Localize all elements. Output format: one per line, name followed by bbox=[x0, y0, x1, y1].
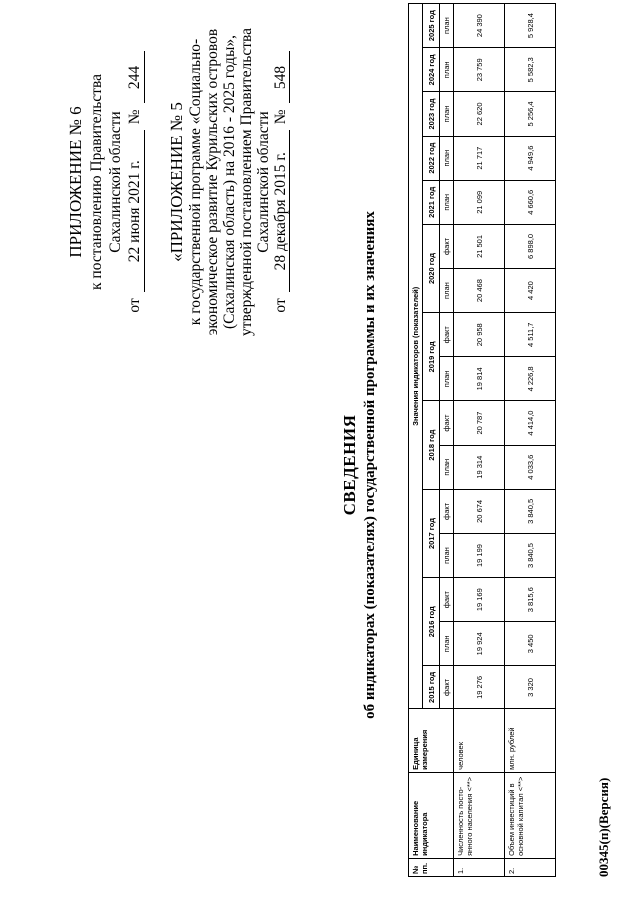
header-year: 2019 год bbox=[423, 313, 440, 401]
header-year: 2024 год bbox=[423, 48, 440, 92]
header-sub: план bbox=[440, 445, 454, 489]
value-cell: 3 840,5 bbox=[505, 489, 556, 533]
row-no: 2. bbox=[505, 858, 556, 876]
value-cell: 20 787 bbox=[454, 401, 505, 445]
header-year: 2020 год bbox=[423, 224, 440, 312]
value-cell: 20 468 bbox=[454, 269, 505, 313]
header-sub: факт bbox=[440, 313, 454, 357]
table-row bbox=[454, 4, 505, 877]
appendix-5-line4: утвержденной постановлением Правительства bbox=[238, 28, 255, 336]
value-cell: 19 314 bbox=[454, 445, 505, 489]
header-sub: план bbox=[440, 48, 454, 92]
heading-title: СВЕДЕНИЯ bbox=[340, 414, 359, 516]
header-unit: Единица измерения bbox=[409, 709, 454, 772]
header-sub: план bbox=[440, 180, 454, 224]
appendix-6-number: 244 bbox=[125, 51, 145, 103]
header-sub: план bbox=[440, 269, 454, 313]
value-cell: 4 511,7 bbox=[505, 313, 556, 357]
header-no: № пп. bbox=[409, 858, 454, 876]
value-cell: 4 226,8 bbox=[505, 357, 556, 401]
value-cell: 19 199 bbox=[454, 533, 505, 577]
appendix-6-line1: к постановлению Правительства bbox=[88, 74, 105, 290]
appendix-6-block bbox=[66, 12, 145, 352]
appendix-5-date: 28 декабря 2015 г. bbox=[272, 130, 290, 292]
appendix-5-from-label: от bbox=[272, 298, 289, 313]
row-no: 1. bbox=[454, 858, 505, 876]
table-row bbox=[505, 4, 556, 877]
header-sub: план bbox=[440, 357, 454, 401]
value-cell: 6 898,0 bbox=[505, 224, 556, 268]
value-cell: 4 660,6 bbox=[505, 180, 556, 224]
header-sub: факт bbox=[440, 401, 454, 445]
header-year: 2017 год bbox=[423, 489, 440, 577]
value-cell: 4 033,6 bbox=[505, 445, 556, 489]
row-unit: млн. рублей bbox=[505, 709, 556, 772]
value-cell: 20 958 bbox=[454, 313, 505, 357]
appendix-5-line1: к государственной программе «Социально- bbox=[187, 38, 204, 326]
header-year: 2023 год bbox=[423, 92, 440, 136]
value-cell: 3 815,6 bbox=[505, 578, 556, 622]
header-sub: факт bbox=[440, 578, 454, 622]
appendix-5-line3: (Сахалинская область) на 2016 - 2025 годы», bbox=[221, 35, 238, 329]
appendix-6-line2: Сахалинской области bbox=[107, 111, 124, 253]
header-year: 2018 год bbox=[423, 401, 440, 489]
heading-subtitle: об индикаторах (показателях) государственной программы и их значениях bbox=[362, 211, 378, 719]
header-sub: план bbox=[440, 4, 454, 48]
value-cell: 21 717 bbox=[454, 136, 505, 180]
header-sub: факт bbox=[440, 666, 454, 709]
value-cell: 19 169 bbox=[454, 578, 505, 622]
value-cell: 19 276 bbox=[454, 666, 505, 709]
indicators-table bbox=[408, 3, 556, 877]
row-name: Объем инвестиций в основной капитал <**> bbox=[505, 772, 556, 858]
header-name: Наименование индикатора bbox=[409, 772, 454, 858]
header-values: Значения индикаторов (показателей) bbox=[409, 4, 423, 709]
appendix-6-signature-line bbox=[125, 12, 145, 352]
value-cell: 4 414,0 bbox=[505, 401, 556, 445]
appendix-5-number: 548 bbox=[272, 51, 290, 103]
header-sub: план bbox=[440, 136, 454, 180]
value-cell: 24 390 bbox=[454, 4, 505, 48]
appendix-6-from-label: от bbox=[126, 298, 143, 313]
value-cell: 5 582,3 bbox=[505, 48, 556, 92]
value-cell: 4 949,6 bbox=[505, 136, 556, 180]
appendix-6-title: ПРИЛОЖЕНИЕ № 6 bbox=[66, 106, 85, 258]
value-cell: 23 759 bbox=[454, 48, 505, 92]
value-cell: 19 924 bbox=[454, 622, 505, 666]
header-sub: факт bbox=[440, 224, 454, 268]
value-cell: 22 620 bbox=[454, 92, 505, 136]
header-sub: план bbox=[440, 92, 454, 136]
document-version-footer: 00345(п)(Версия) bbox=[596, 777, 611, 877]
header-year: 2025 год bbox=[423, 4, 440, 48]
value-cell: 4 420 bbox=[505, 269, 556, 313]
header-year: 2021 год bbox=[423, 180, 440, 224]
appendix-5-no-label: № bbox=[272, 109, 289, 125]
document-heading bbox=[340, 145, 379, 785]
appendix-5-line2: экономическое развитие Курильских островов bbox=[204, 28, 221, 336]
value-cell: 21 099 bbox=[454, 180, 505, 224]
header-year: 2015 год bbox=[423, 666, 440, 709]
appendix-5-block bbox=[168, 12, 290, 352]
value-cell: 20 674 bbox=[454, 489, 505, 533]
header-year: 2022 год bbox=[423, 136, 440, 180]
header-sub: план bbox=[440, 533, 454, 577]
value-cell: 19 814 bbox=[454, 357, 505, 401]
value-cell: 21 501 bbox=[454, 224, 505, 268]
appendix-5-title: «ПРИЛОЖЕНИЕ № 5 bbox=[167, 102, 186, 262]
appendix-5-line5: Сахалинской области bbox=[255, 111, 272, 253]
row-name: Численность посто-янного населения <**> bbox=[454, 772, 505, 858]
appendix-5-signature-line bbox=[272, 12, 290, 352]
header-sub: факт bbox=[440, 489, 454, 533]
appendix-6-no-label: № bbox=[126, 109, 143, 125]
row-unit: человек bbox=[454, 709, 505, 772]
header-sub: план bbox=[440, 622, 454, 666]
value-cell: 3 450 bbox=[505, 622, 556, 666]
header-year: 2016 год bbox=[423, 578, 440, 666]
value-cell: 3 320 bbox=[505, 666, 556, 709]
value-cell: 3 840,5 bbox=[505, 533, 556, 577]
value-cell: 5 928,4 bbox=[505, 4, 556, 48]
value-cell: 5 256,4 bbox=[505, 92, 556, 136]
appendix-6-date: 22 июня 2021 г. bbox=[125, 130, 145, 292]
